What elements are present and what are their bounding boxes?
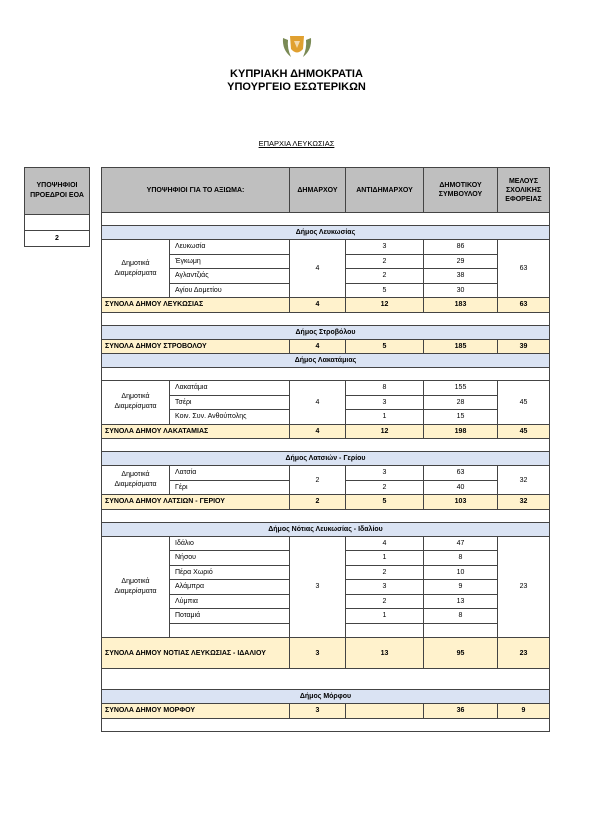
place-name: Ποταμιά	[170, 609, 290, 624]
total-deputy: 5	[346, 339, 424, 354]
table-row	[102, 381, 550, 396]
total-deputy: 12	[346, 424, 424, 439]
council-count: 28	[424, 395, 498, 410]
table-row	[102, 466, 550, 481]
col-school: ΜΕΛΟΥΣ ΣΧΟΛΙΚΗΣ ΕΦΟΡΕΙΑΣ	[498, 168, 550, 213]
council-count: 40	[424, 480, 498, 495]
ministry-title: ΥΠΟΥΡΓΕΙΟ ΕΣΩΤΕΡΙΚΩΝ	[227, 81, 366, 93]
total-mayor: 4	[290, 339, 346, 354]
municipality-name: Δήμος Στροβόλου	[102, 325, 550, 339]
presidents-header: ΥΠΟΨΗΦΙΟΙ ΠΡΟΕΔΡΟΙ ΕΟΑ	[25, 168, 90, 215]
total-label: ΣΥΝΟΛΑ ΔΗΜΟΥ ΜΟΡΦΟΥ	[102, 704, 290, 719]
mayor-count: 3	[290, 536, 346, 638]
council-blank	[424, 623, 498, 638]
place-name: Λύμπια	[170, 594, 290, 609]
council-count: 10	[424, 565, 498, 580]
cyprus-emblem-icon	[279, 32, 315, 62]
col-council: ΔΗΜΟΤΙΚΟΥ ΣΥΜΒΟΥΛΟΥ	[424, 168, 498, 213]
total-mayor: 3	[290, 704, 346, 719]
place-name: Αλάμπρα	[170, 580, 290, 595]
candidates-table	[101, 167, 550, 732]
council-count: 13	[424, 594, 498, 609]
spacer-row	[102, 669, 550, 690]
place-blank	[170, 623, 290, 638]
sections-label: Δημοτικά Διαμερίσματα	[102, 536, 170, 638]
deputy-count: 2	[346, 565, 424, 580]
place-name: Έγκωμη	[170, 254, 290, 269]
council-count: 155	[424, 381, 498, 396]
deputy-count: 4	[346, 536, 424, 551]
total-label: ΣΥΝΟΛΑ ΔΗΜΟΥ ΣΤΡΟΒΟΛΟΥ	[102, 339, 290, 354]
deputy-blank	[346, 623, 424, 638]
place-name: Τσέρι	[170, 395, 290, 410]
sections-label: Δημοτικά Διαμερίσματα	[102, 381, 170, 425]
place-name: Ιδάλιο	[170, 536, 290, 551]
deputy-count: 2	[346, 594, 424, 609]
total-row	[102, 298, 550, 313]
place-name: Αγλαντζιάς	[170, 269, 290, 284]
mayor-count: 2	[290, 466, 346, 495]
total-deputy: 5	[346, 495, 424, 510]
deputy-count: 1	[346, 551, 424, 566]
table-row	[102, 536, 550, 551]
total-deputy: 13	[346, 638, 424, 669]
sections-label: Δημοτικά Διαμερίσματα	[102, 466, 170, 495]
council-count: 38	[424, 269, 498, 284]
deputy-count: 2	[346, 254, 424, 269]
total-school: 9	[498, 704, 550, 719]
deputy-count: 3	[346, 580, 424, 595]
municipality-name: Δήμος Νότιας Λευκωσίας - Ιδαλίου	[102, 522, 550, 536]
spacer-row	[102, 213, 550, 226]
total-label: ΣΥΝΟΛΑ ΔΗΜΟΥ ΛΑΤΣΙΩΝ - ΓΕΡΙΟΥ	[102, 495, 290, 510]
total-mayor: 3	[290, 638, 346, 669]
council-count: 30	[424, 283, 498, 298]
total-council: 36	[424, 704, 498, 719]
deputy-count: 3	[346, 466, 424, 481]
total-mayor: 4	[290, 298, 346, 313]
school-count: 32	[498, 466, 550, 495]
deputy-count: 5	[346, 283, 424, 298]
deputy-count: 3	[346, 395, 424, 410]
total-row	[102, 339, 550, 354]
total-council: 183	[424, 298, 498, 313]
total-deputy: 12	[346, 298, 424, 313]
place-name: Γέρι	[170, 480, 290, 495]
spacer-row	[102, 509, 550, 522]
total-row	[102, 704, 550, 719]
deputy-count: 2	[346, 480, 424, 495]
col-deputy: ΑΝΤΙΔΗΜΑΡΧΟΥ	[346, 168, 424, 213]
mayor-count: 4	[290, 381, 346, 425]
place-name: Κοιν. Συν. Ανθούπολης	[170, 410, 290, 425]
school-count: 45	[498, 381, 550, 425]
total-label: ΣΥΝΟΛΑ ΔΗΜΟΥ ΛΕΥΚΩΣΙΑΣ	[102, 298, 290, 313]
council-count: 8	[424, 551, 498, 566]
total-council: 198	[424, 424, 498, 439]
sections-label: Δημοτικά Διαμερίσματα	[102, 240, 170, 298]
deputy-count: 1	[346, 410, 424, 425]
total-row	[102, 495, 550, 510]
district-title: ΕΠΑΡΧΙΑ ΛΕΥΚΩΣΙΑΣ	[258, 139, 335, 148]
council-count: 47	[424, 536, 498, 551]
total-school: 32	[498, 495, 550, 510]
total-council: 185	[424, 339, 498, 354]
council-count: 86	[424, 240, 498, 255]
table-header-row	[102, 168, 550, 213]
deputy-count: 1	[346, 609, 424, 624]
total-mayor: 4	[290, 424, 346, 439]
deputy-count: 3	[346, 240, 424, 255]
council-count: 29	[424, 254, 498, 269]
col-mayor: ΔΗΜΑΡΧΟΥ	[290, 168, 346, 213]
total-council: 103	[424, 495, 498, 510]
table-row	[102, 240, 550, 255]
republic-title: ΚΥΠΡΙΑΚΗ ΔΗΜΟΚΡΑΤΙΑ	[230, 68, 363, 80]
place-name: Πέρα Χωριό	[170, 565, 290, 580]
total-school: 63	[498, 298, 550, 313]
school-count: 63	[498, 240, 550, 298]
place-name: Λακατάμια	[170, 381, 290, 396]
council-count: 9	[424, 580, 498, 595]
total-school: 45	[498, 424, 550, 439]
council-count: 15	[424, 410, 498, 425]
spacer-row	[102, 312, 550, 325]
presidents-gap	[25, 215, 90, 231]
municipality-name: Δήμος Λατσιών - Γερίου	[102, 452, 550, 466]
school-count: 23	[498, 536, 550, 638]
total-deputy	[346, 704, 424, 719]
municipality-name: Δήμος Λακατάμιας	[102, 354, 550, 368]
municipality-name: Δήμος Λευκωσίας	[102, 226, 550, 240]
presidents-table	[24, 167, 90, 247]
total-council: 95	[424, 638, 498, 669]
municipality-name: Δήμος Μόρφου	[102, 690, 550, 704]
council-count: 63	[424, 466, 498, 481]
deputy-count: 8	[346, 381, 424, 396]
place-name: Αγίου Δομετίου	[170, 283, 290, 298]
spacer-row	[102, 439, 550, 452]
place-name: Λευκωσία	[170, 240, 290, 255]
deputy-count: 2	[346, 269, 424, 284]
total-label: ΣΥΝΟΛΑ ΔΗΜΟΥ ΝΟΤΙΑΣ ΛΕΥΚΩΣΙΑΣ - ΙΔΑΛΙΟΥ	[102, 638, 290, 669]
total-label: ΣΥΝΟΛΑ ΔΗΜΟΥ ΛΑΚΑΤΑΜΙΑΣ	[102, 424, 290, 439]
total-row	[102, 638, 550, 669]
spacer-row	[102, 718, 550, 731]
spacer-row	[102, 368, 550, 381]
council-count: 8	[424, 609, 498, 624]
total-school: 23	[498, 638, 550, 669]
total-school: 39	[498, 339, 550, 354]
presidents-value: 2	[25, 231, 90, 247]
col-office: ΥΠΟΨΗΦΙΟΙ ΓΙΑ ΤΟ ΑΞΙΩΜΑ:	[102, 168, 290, 213]
place-name: Λατσία	[170, 466, 290, 481]
mayor-count: 4	[290, 240, 346, 298]
total-mayor: 2	[290, 495, 346, 510]
place-name: Νήσου	[170, 551, 290, 566]
total-row	[102, 424, 550, 439]
